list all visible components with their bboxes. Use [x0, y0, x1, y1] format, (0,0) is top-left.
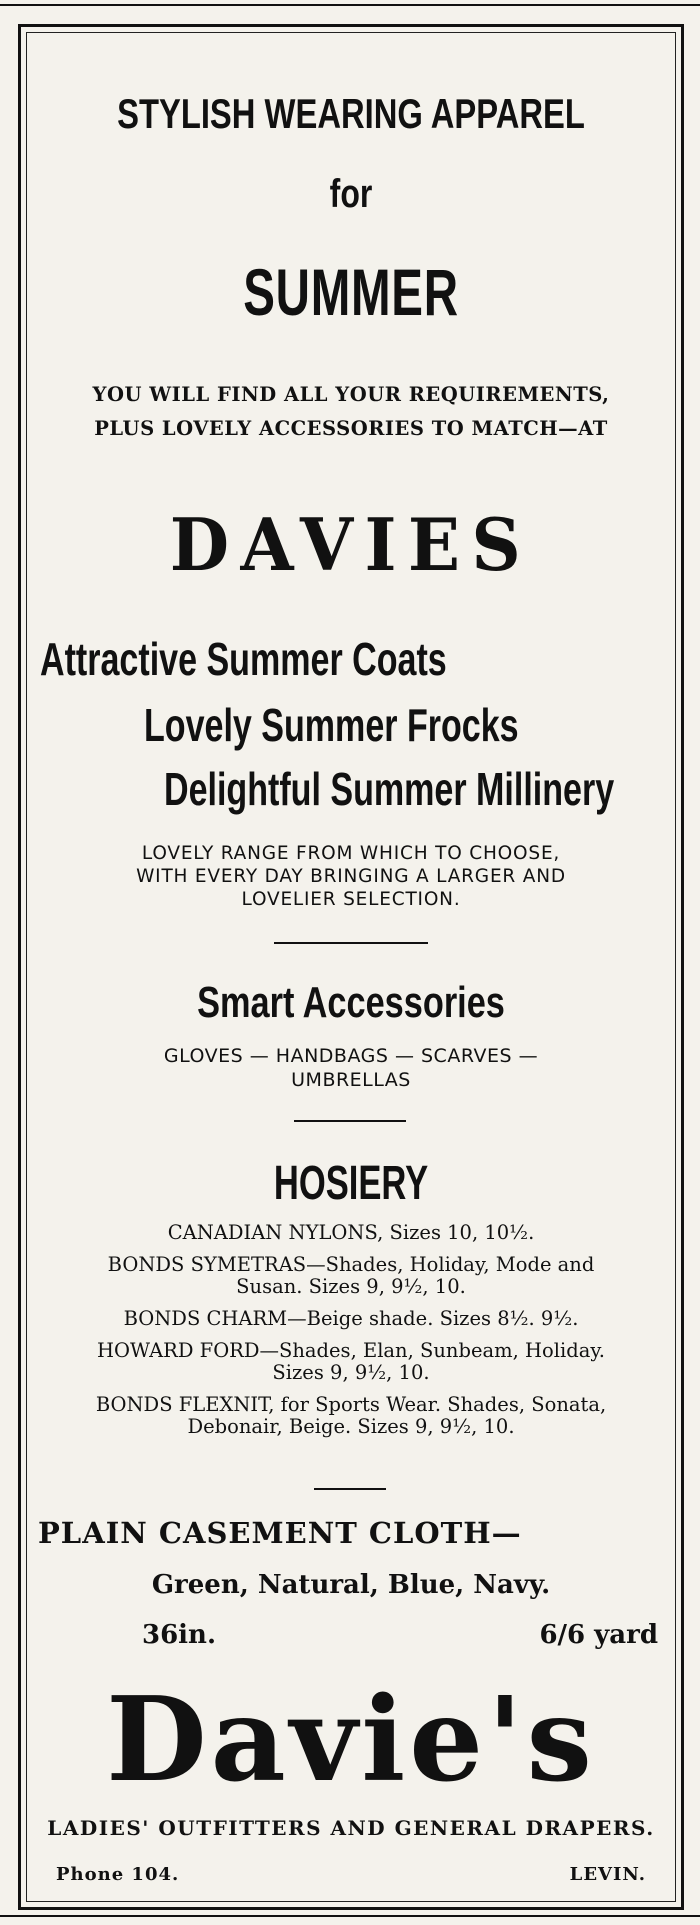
range-text [26, 842, 676, 911]
casement-heading: PLAIN CASEMENT CLOTH— [38, 1516, 522, 1550]
hosiery-item-line: Susan. Sizes 9, 9½, 10. [236, 1275, 466, 1298]
intro-text [26, 378, 676, 446]
bottom-rule [0, 1915, 700, 1917]
season-heading: SUMMER [243, 255, 459, 329]
feature-coats: Attractive Summer Coats [40, 633, 447, 685]
accessories-list [26, 1044, 676, 1092]
for-text: for [329, 172, 373, 216]
ad-content [26, 32, 676, 1902]
feature-millinery: Delightful Summer Millinery [164, 763, 615, 815]
accessories-line-1: GLOVES — HANDBAGS — SCARVES — [163, 1045, 539, 1067]
hosiery-item [26, 1308, 676, 1330]
headline: STYLISH WEARING APPAREL [117, 90, 585, 137]
feature-frocks: Lovely Summer Frocks [144, 699, 519, 751]
divider-3 [314, 1488, 386, 1490]
casement-width: 36in. [142, 1620, 217, 1650]
hosiery-item-line: CANADIAN NYLONS, Sizes 10, 10½. [167, 1221, 535, 1244]
range-line-2: WITH EVERY DAY BRINGING A LARGER AND [136, 866, 566, 887]
range-line-1: LOVELY RANGE FROM WHICH TO CHOOSE, [141, 843, 561, 864]
casement-colours: Green, Natural, Blue, Navy. [151, 1570, 551, 1600]
hosiery-item [26, 1394, 676, 1438]
top-rule [0, 4, 700, 6]
store-name: DAVIES [169, 502, 533, 587]
hosiery-item-line: BONDS SYMETRAS—Shades, Holiday, Mode and [107, 1253, 595, 1276]
intro-line-2: PLUS LOVELY ACCESSORIES TO MATCH—AT [94, 417, 608, 440]
trade-description: LADIES' OUTFITTERS AND GENERAL DRAPERS. [47, 1816, 655, 1840]
hosiery-item [26, 1222, 676, 1244]
hosiery-item-line: Sizes 9, 9½, 10. [272, 1361, 430, 1384]
hosiery-item-line: BONDS FLEXNIT, for Sports Wear. Shades, Sonata, [95, 1393, 607, 1416]
divider-2 [294, 1120, 406, 1122]
hosiery-item-line: HOWARD FORD—Shades, Elan, Sunbeam, Holiday. [97, 1339, 605, 1362]
intro-line-1: YOU WILL FIND ALL YOUR REQUIREMENTS, [92, 383, 610, 406]
hosiery-item-line: Debonair, Beige. Sizes 9, 9½, 10. [187, 1415, 515, 1438]
divider-1 [274, 942, 428, 944]
hosiery-item [26, 1254, 676, 1298]
casement-price: 6/6 yard [539, 1620, 658, 1650]
phone-number: Phone 104. [56, 1864, 180, 1885]
hosiery-item-line: BONDS CHARM—Beige shade. Sizes 8½. 9½. [123, 1307, 579, 1330]
hosiery-heading: HOSIERY [273, 1157, 429, 1210]
hosiery-item [26, 1340, 676, 1384]
brand-name: Davie's [106, 1672, 596, 1808]
town-name: LEVIN. [569, 1864, 646, 1885]
range-line-3: LOVELIER SELECTION. [241, 889, 461, 910]
accessories-heading: Smart Accessories [197, 978, 505, 1027]
hosiery-list [26, 1222, 676, 1448]
accessories-line-2: UMBRELLAS [291, 1069, 411, 1091]
